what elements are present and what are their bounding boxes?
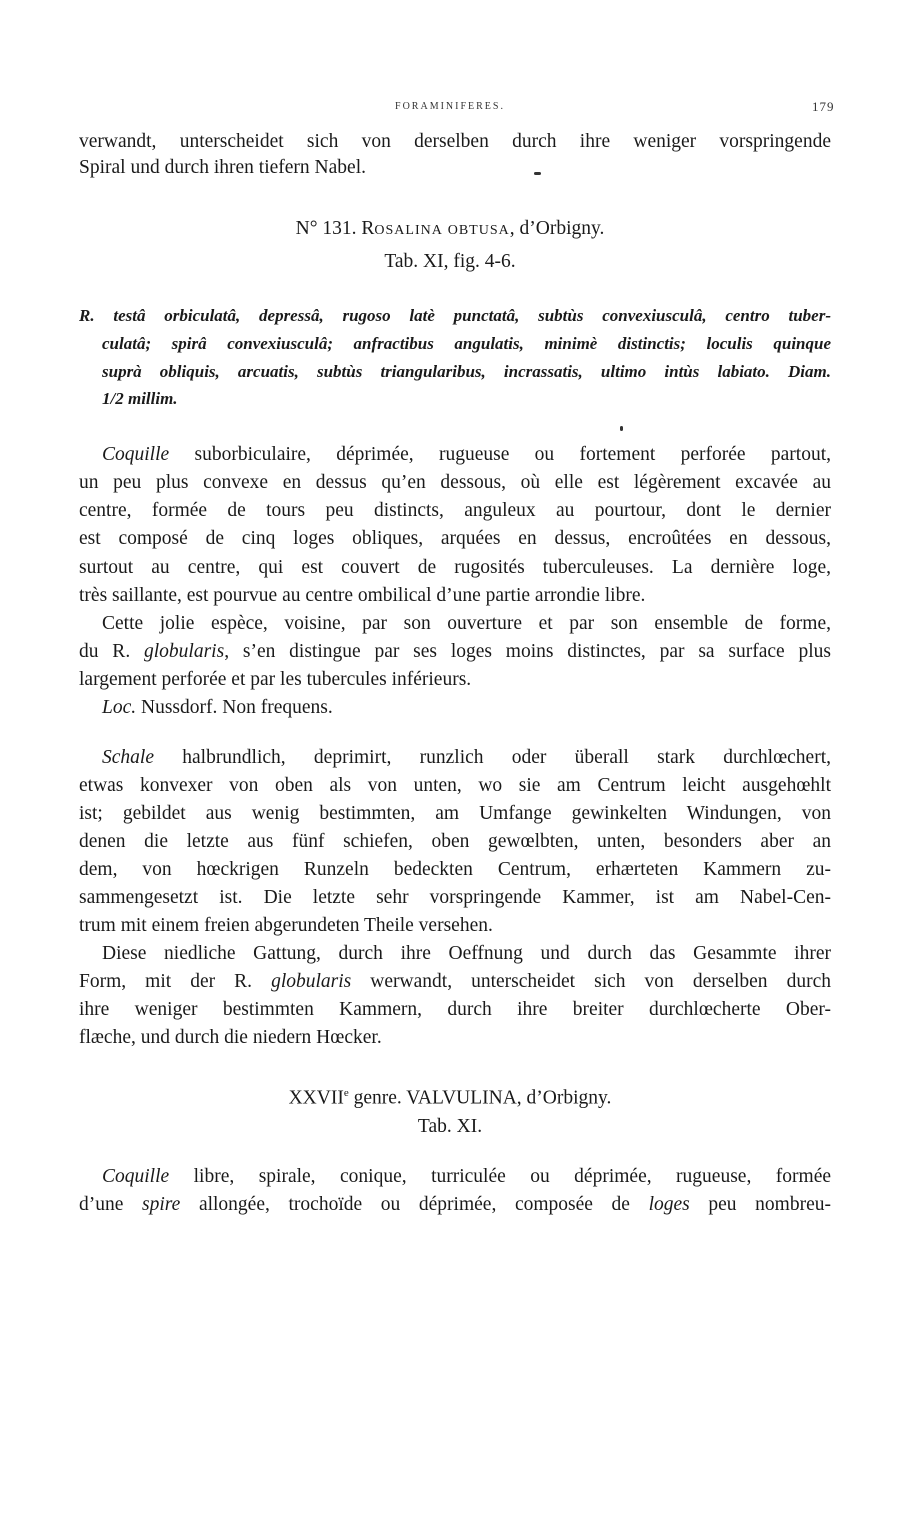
text-run: du R. [79, 641, 144, 662]
genus-title: genre. VALVULINA, d’Orbigny. [348, 1087, 612, 1109]
species-name: OBTUSA [447, 223, 510, 238]
locality-line [102, 695, 831, 721]
page-number: 179 [812, 99, 835, 114]
intro-line: verwandt, unterscheidet sich von derselben durch ihre weniger vorspringende [79, 131, 831, 152]
german-line: etwas konvexer von oben als von unten, wo sie am Centrum leicht ausgehœhlt [79, 775, 831, 796]
genus-desc-first-word: Coquille [102, 1166, 170, 1187]
french-comparison-line: largement perforée et par les tubercules inférieurs. [79, 669, 472, 690]
genus-plate: Tab. XI. [417, 1116, 483, 1137]
french-line: est composé de cinq loges obliques, arquées en dessus, encroûtées en dessous, [79, 528, 831, 549]
german-first-word: Schale [102, 747, 154, 768]
locality-text: Nussdorf. Non frequens. [136, 697, 333, 718]
french-comparison-line [79, 639, 831, 665]
ink-speck [620, 426, 623, 431]
french-line: surtout au centre, qui est couvert de rugosités tuberculeuses. La dernière loge, [79, 557, 831, 578]
diagnosis-line: suprà obliquis, arcuatis, subtùs triangularibus, incrassatis, ultimo intùs labiato. Diam. [102, 362, 831, 381]
term: loges [648, 1194, 690, 1215]
ink-speck [534, 172, 541, 175]
text-run: Form, mit der R. [79, 971, 272, 992]
species-author: , d’Orbigny. [509, 218, 605, 239]
french-line: un peu plus convexe en dessus qu’en dessous, où elle est légèrement excavée au [79, 472, 831, 493]
locality-label: Loc. [102, 697, 137, 718]
text-run: libre, spirale, conique, turriculée ou déprimée, rugueuse, formée [169, 1166, 831, 1187]
genus-roman: XXVII [288, 1087, 344, 1109]
term: spire [142, 1194, 181, 1215]
diagnosis-line: R. testâ orbiculatâ, depressâ, rugoso latè punctatâ, subtùs convexiusculâ, centro tuber- [79, 306, 831, 325]
species-plate: Tab. XI, fig. 4-6. [384, 251, 516, 272]
genus-heading [0, 1080, 900, 1112]
genus-roman-sup: e [343, 1087, 349, 1099]
german-comparison-line: Diese niedliche Gattung, durch ihre Oeffnung und durch das Gesammte ihrer [102, 943, 831, 964]
german-line-rest: halbrundlich, deprimirt, runzlich oder überall stark durchlœchert, [153, 747, 831, 768]
french-comparison-line: Cette jolie espèce, voisine, par son ouverture et par son ensemble de forme, [102, 613, 831, 634]
french-line: très saillante, est pourvue au centre ombilical d’une partie arrondie libre. [79, 585, 646, 606]
diagnosis-line: 1/2 millim. [102, 389, 178, 408]
german-line: dem, von hœckrigen Runzeln bedeckten Centrum, erhærteten Kammern zu- [79, 859, 831, 880]
genus-desc-line [79, 1192, 831, 1218]
running-title: FORAMINIFERES. [395, 101, 505, 112]
diagnosis-line: culatâ; spirâ convexiusculâ; anfractibus angulatis, minimè distinctis; loculis quinque [102, 334, 831, 353]
genus-rest: OSALINA [374, 223, 443, 238]
french-line: centre, formée de tours peu distincts, anguleux au pourtour, dont le dernier [79, 500, 831, 521]
text-run: , s’en distingue par ses loges moins distinctes, par sa surface plus [224, 641, 831, 662]
genus-desc-line [102, 1164, 831, 1190]
text-run: peu nombreu- [689, 1194, 831, 1215]
text-run: werwandt, unterscheidet sich von derselben durch [351, 971, 831, 992]
german-line [102, 745, 831, 771]
french-line [102, 442, 831, 468]
species-number: N° 131. [295, 218, 357, 239]
text-run: allongée, trochoïde ou déprimée, composée de [180, 1194, 649, 1215]
german-line: ist; gebildet aus wenig bestimmten, am Umfange gewinkelten Windungen, von [79, 803, 831, 824]
species-heading [0, 216, 900, 244]
german-line: trum mit einem freien abgerundeten Theile versehen. [79, 915, 493, 936]
german-comparison-line [79, 969, 831, 995]
genus-initial: R [361, 218, 375, 239]
species-ref: globularis [144, 641, 225, 662]
german-comparison-line: ihre weniger bestimmten Kammern, durch ihre breiter durchlœcherte Ober- [79, 999, 831, 1020]
german-line: sammengesetzt ist. Die letzte sehr vorspringende Kammer, ist am Nabel-Cen- [79, 887, 831, 908]
species-ref: globularis [271, 971, 352, 992]
french-first-word: Coquille [102, 444, 170, 465]
german-line: denen die letzte aus fünf schiefen, oben gewœlbten, unten, besonders aber an [79, 831, 831, 852]
intro-line: Spiral und durch ihren tiefern Nabel. [79, 157, 366, 178]
french-line-rest: suborbiculaire, déprimée, rugueuse ou fortement perforée partout, [169, 444, 831, 465]
german-comparison-line: flæche, und durch die niedern Hœcker. [79, 1027, 382, 1048]
text-run: d’une [79, 1194, 143, 1215]
